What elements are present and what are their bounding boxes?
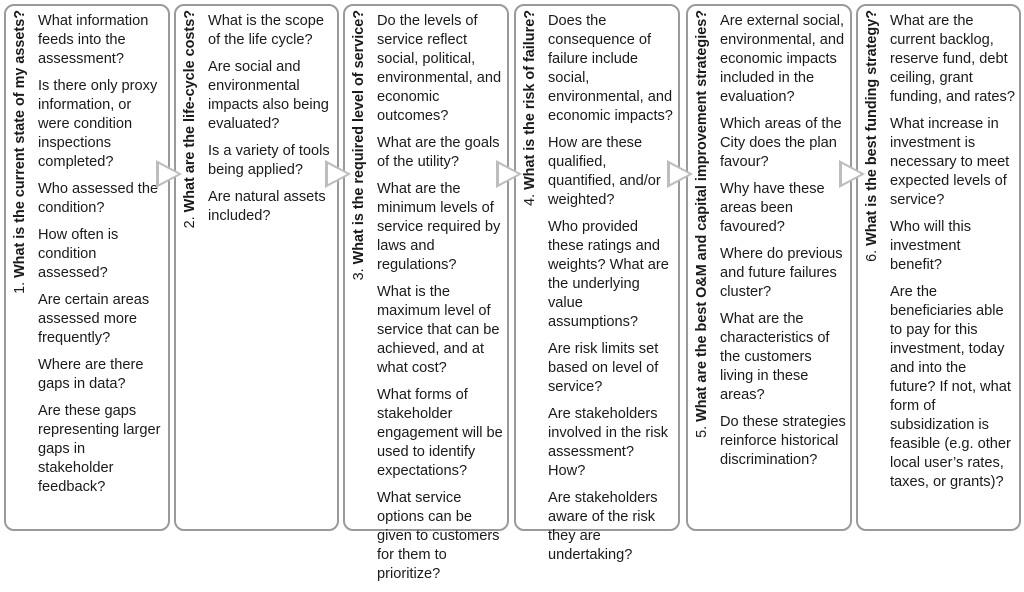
question-item: Is there only proxy information, or were condition inspections completed? xyxy=(38,78,158,170)
flow-arrow-icon xyxy=(496,160,522,188)
question-item: Are the beneficiaries able to pay for this investment, today and into the future? If not, what form of subsidization is feasible (e.g. other local user’s rates, taxes, or grants)? xyxy=(890,284,1011,490)
question-item: How often is condition assessed? xyxy=(38,227,119,281)
question-item: Are social and environmental impacts also being evaluated? xyxy=(208,59,329,132)
step-number: 6. xyxy=(864,249,880,262)
question-item: Do the levels of service reflect social, political, environmental, and economic outcomes? xyxy=(377,13,502,124)
step-question: What is the risk of failure? xyxy=(522,10,538,190)
question-item: Do these strategies reinforce historical discrimination? xyxy=(720,414,846,468)
step-title-1 xyxy=(6,6,34,529)
step-panel-5 xyxy=(686,4,852,531)
question-list xyxy=(720,12,846,478)
step-question: What is the required level of service? xyxy=(351,10,367,265)
question-item: Is a variety of tools being applied? xyxy=(208,143,330,178)
question-item: Are risk limits set based on level of service? xyxy=(548,341,659,395)
question-item: Where are there gaps in data? xyxy=(38,357,144,392)
question-item: Who will this investment benefit? xyxy=(890,219,972,273)
question-item: What are the characteristics of the customers living in these areas? xyxy=(720,311,830,403)
question-item: Why have these areas been favoured? xyxy=(720,181,825,235)
step-question: What are the life-cycle costs? xyxy=(182,10,198,213)
question-item: Where do previous and future failures cluster? xyxy=(720,246,843,300)
question-item: What service options can be given to customers for them to prioritize? xyxy=(377,490,500,582)
step-number: 1. xyxy=(12,281,28,294)
step-panel-6 xyxy=(856,4,1021,531)
step-number: 5. xyxy=(694,425,710,438)
step-question: What is the current state of my assets? xyxy=(12,10,28,278)
question-list xyxy=(377,12,503,592)
question-item: Are stakeholders aware of the risk they are undertaking? xyxy=(548,490,658,563)
question-item: Who provided these ratings and weights? What are the underlying value assumptions? xyxy=(548,219,669,330)
question-item: What is the scope of the life cycle? xyxy=(208,13,324,48)
question-item: Does the consequence of failure include social, environmental, and economic impacts? xyxy=(548,13,673,124)
flow-arrow-icon xyxy=(667,160,693,188)
step-title-2 xyxy=(176,6,204,529)
question-item: Are stakeholders involved in the risk assessment? How? xyxy=(548,406,669,479)
question-list xyxy=(548,12,674,573)
question-item: What are the current backlog, reserve fund, debt ceiling, grant funding, and rates? xyxy=(890,13,1015,105)
question-item: What information feeds into the assessment? xyxy=(38,13,149,67)
step-title-5 xyxy=(688,6,716,529)
step-title-4 xyxy=(516,6,544,529)
question-list xyxy=(890,12,1015,500)
question-item: Which areas of the City does the plan favour? xyxy=(720,116,842,170)
flow-arrow-icon xyxy=(325,160,351,188)
question-item: What is the maximum level of service that can be achieved, and at what cost? xyxy=(377,284,500,376)
question-item: What increase in investment is necessary to meet expected levels of service? xyxy=(890,116,1010,208)
step-title-3 xyxy=(345,6,373,529)
step-question: What is the best funding strategy? xyxy=(864,10,880,246)
flow-arrow-icon xyxy=(839,160,865,188)
question-item: Are certain areas assessed more frequently? xyxy=(38,292,150,346)
step-panel-1 xyxy=(4,4,170,531)
question-item: Are these gaps representing larger gaps in stakeholder feedback? xyxy=(38,403,161,495)
step-question: What are the best O&M and capital improvement strategies? xyxy=(694,10,710,422)
step-title-6 xyxy=(858,6,886,529)
question-item: What are the goals of the utility? xyxy=(377,135,500,170)
question-list xyxy=(208,12,333,234)
step-panel-4 xyxy=(514,4,680,563)
question-item: Are external social, environmental, and economic impacts included in the evaluation? xyxy=(720,13,845,105)
flow-arrow-icon xyxy=(156,160,182,188)
step-panel-3 xyxy=(343,4,509,582)
question-item: Are natural assets included? xyxy=(208,189,326,224)
question-item: Who assessed the condition? xyxy=(38,181,159,216)
step-number: 4. xyxy=(522,193,538,206)
question-item: What are the minimum levels of service required by laws and regulations? xyxy=(377,181,501,273)
question-item: What forms of stakeholder engagement will be used to identify expectations? xyxy=(377,387,503,479)
step-number: 2. xyxy=(182,216,198,229)
step-number: 3. xyxy=(351,268,367,281)
question-list xyxy=(38,12,164,505)
step-panel-2 xyxy=(174,4,339,531)
question-item: How are these qualified, quantified, and/or weighted? xyxy=(548,135,661,208)
